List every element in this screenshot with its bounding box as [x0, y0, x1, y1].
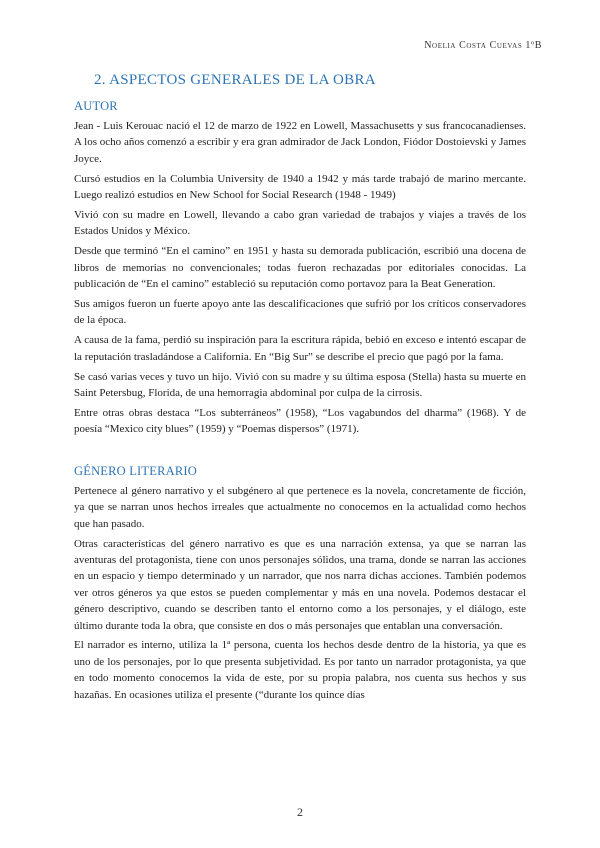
page-content: [74, 72, 526, 707]
genero-paragraph: Otras características del género narrativo es que es una narración extensa, ya que se narran las aventuras del protagonista, tiene con unos personajes sólidos, una trama, donde se narran las acciones en un espacio y tiempo determinado y un narrador, que nos narra dichas acciones. También podemos ver otros géneros ya que estos se pueden complementar y más en una novela. Podemos destacar el género descriptivo, cuando se describen tanto el entorno como a los personajes, y el diálogo, este último durante toda la obra, que consiste en dos o más personajes que entablan una conversación.: [74, 537, 526, 632]
genero-paragraph: El narrador es interno, utiliza la 1ª persona, cuenta los hechos desde dentro de la historia, ya que es uno de los personajes, por lo que presenta subjetividad. Es por tanto un narrador protagonista, ya que en todo momento conocemos la vida de este, por su propia palabra, nos cuenta sus hechos y sus hazañas. En ocasiones utiliza el presente (“durante los quince días: [74, 639, 526, 701]
section-number: 2.: [94, 72, 106, 88]
autor-paragraph: Jean - Luis Kerouac nació el 12 de marzo de 1922 en Lowell, Massachusetts y sus francocanadienses. A los ocho años comenzó a escribir y era gran admirador de Jack London, Fiódor Dostoievski y James Joyce.: [74, 120, 526, 165]
autor-paragraph: A causa de la fama, perdió su inspiración para la escritura rápida, bebió en exceso e intentó escapar de la reputación trasladándose a California. En “Big Sur” se describe el precio que pagó por la fama.: [74, 334, 526, 363]
running-header: Noelia Costa Cuevas 1ºB: [424, 40, 542, 51]
section-title: [94, 72, 526, 89]
autor-paragraph: Cursó estudios en la Columbia University de 1940 a 1942 y más tarde trabajó de marino mercante. Luego realizó estudios en New School for Social Research (1948 - 1949): [74, 172, 526, 202]
page-number: 2: [297, 805, 303, 819]
autor-paragraph: Se casó varias veces y tuvo un hijo. Vivió con su madre y su última esposa (Stella) hasta su muerte en Saint Petersbug, Florida, de una hemorragia abdominal por culpa de la cirrosis.: [74, 370, 526, 400]
genero-heading: GÉNERO LITERARIO: [74, 463, 197, 478]
autor-paragraph: Entre otras obras destaca “Los subterráneos” (1958), “Los vagabundos del dharma” (1968). Y de poesía “Mexico city blues” (1959) y “Poemas dispersos” (1971).: [74, 407, 526, 436]
autor-heading: AUTOR: [74, 99, 118, 113]
autor-paragraph: Sus amigos fueron un fuerte apoyo ante las descalificaciones que sufrió por los críticos conservadores de la época.: [74, 298, 526, 327]
genero-paragraph: Pertenece al género narrativo y el subgénero al que pertenece es la novela, concretamente de ficción, ya que se narran unos hechos irreales que actualmente no conocemos en la actualidad como hechos que han pasado.: [74, 484, 526, 530]
autor-paragraph: Vivió con su madre en Lowell, llevando a cabo gran variedad de trabajos y viajes a través de los Estados Unidos y México.: [74, 209, 526, 238]
section-title-text: ASPECTOS GENERALES DE LA OBRA: [109, 72, 376, 88]
autor-paragraph: Desde que terminó “En el camino” en 1951 y hasta su demorada publicación, escribió una docena de libros de memorias no convencionales; todas fueron rechazadas por editoriales conocidas. La publicación de “En el camino” estableció su reputación como portavoz para la Beat Generation.: [74, 245, 526, 291]
